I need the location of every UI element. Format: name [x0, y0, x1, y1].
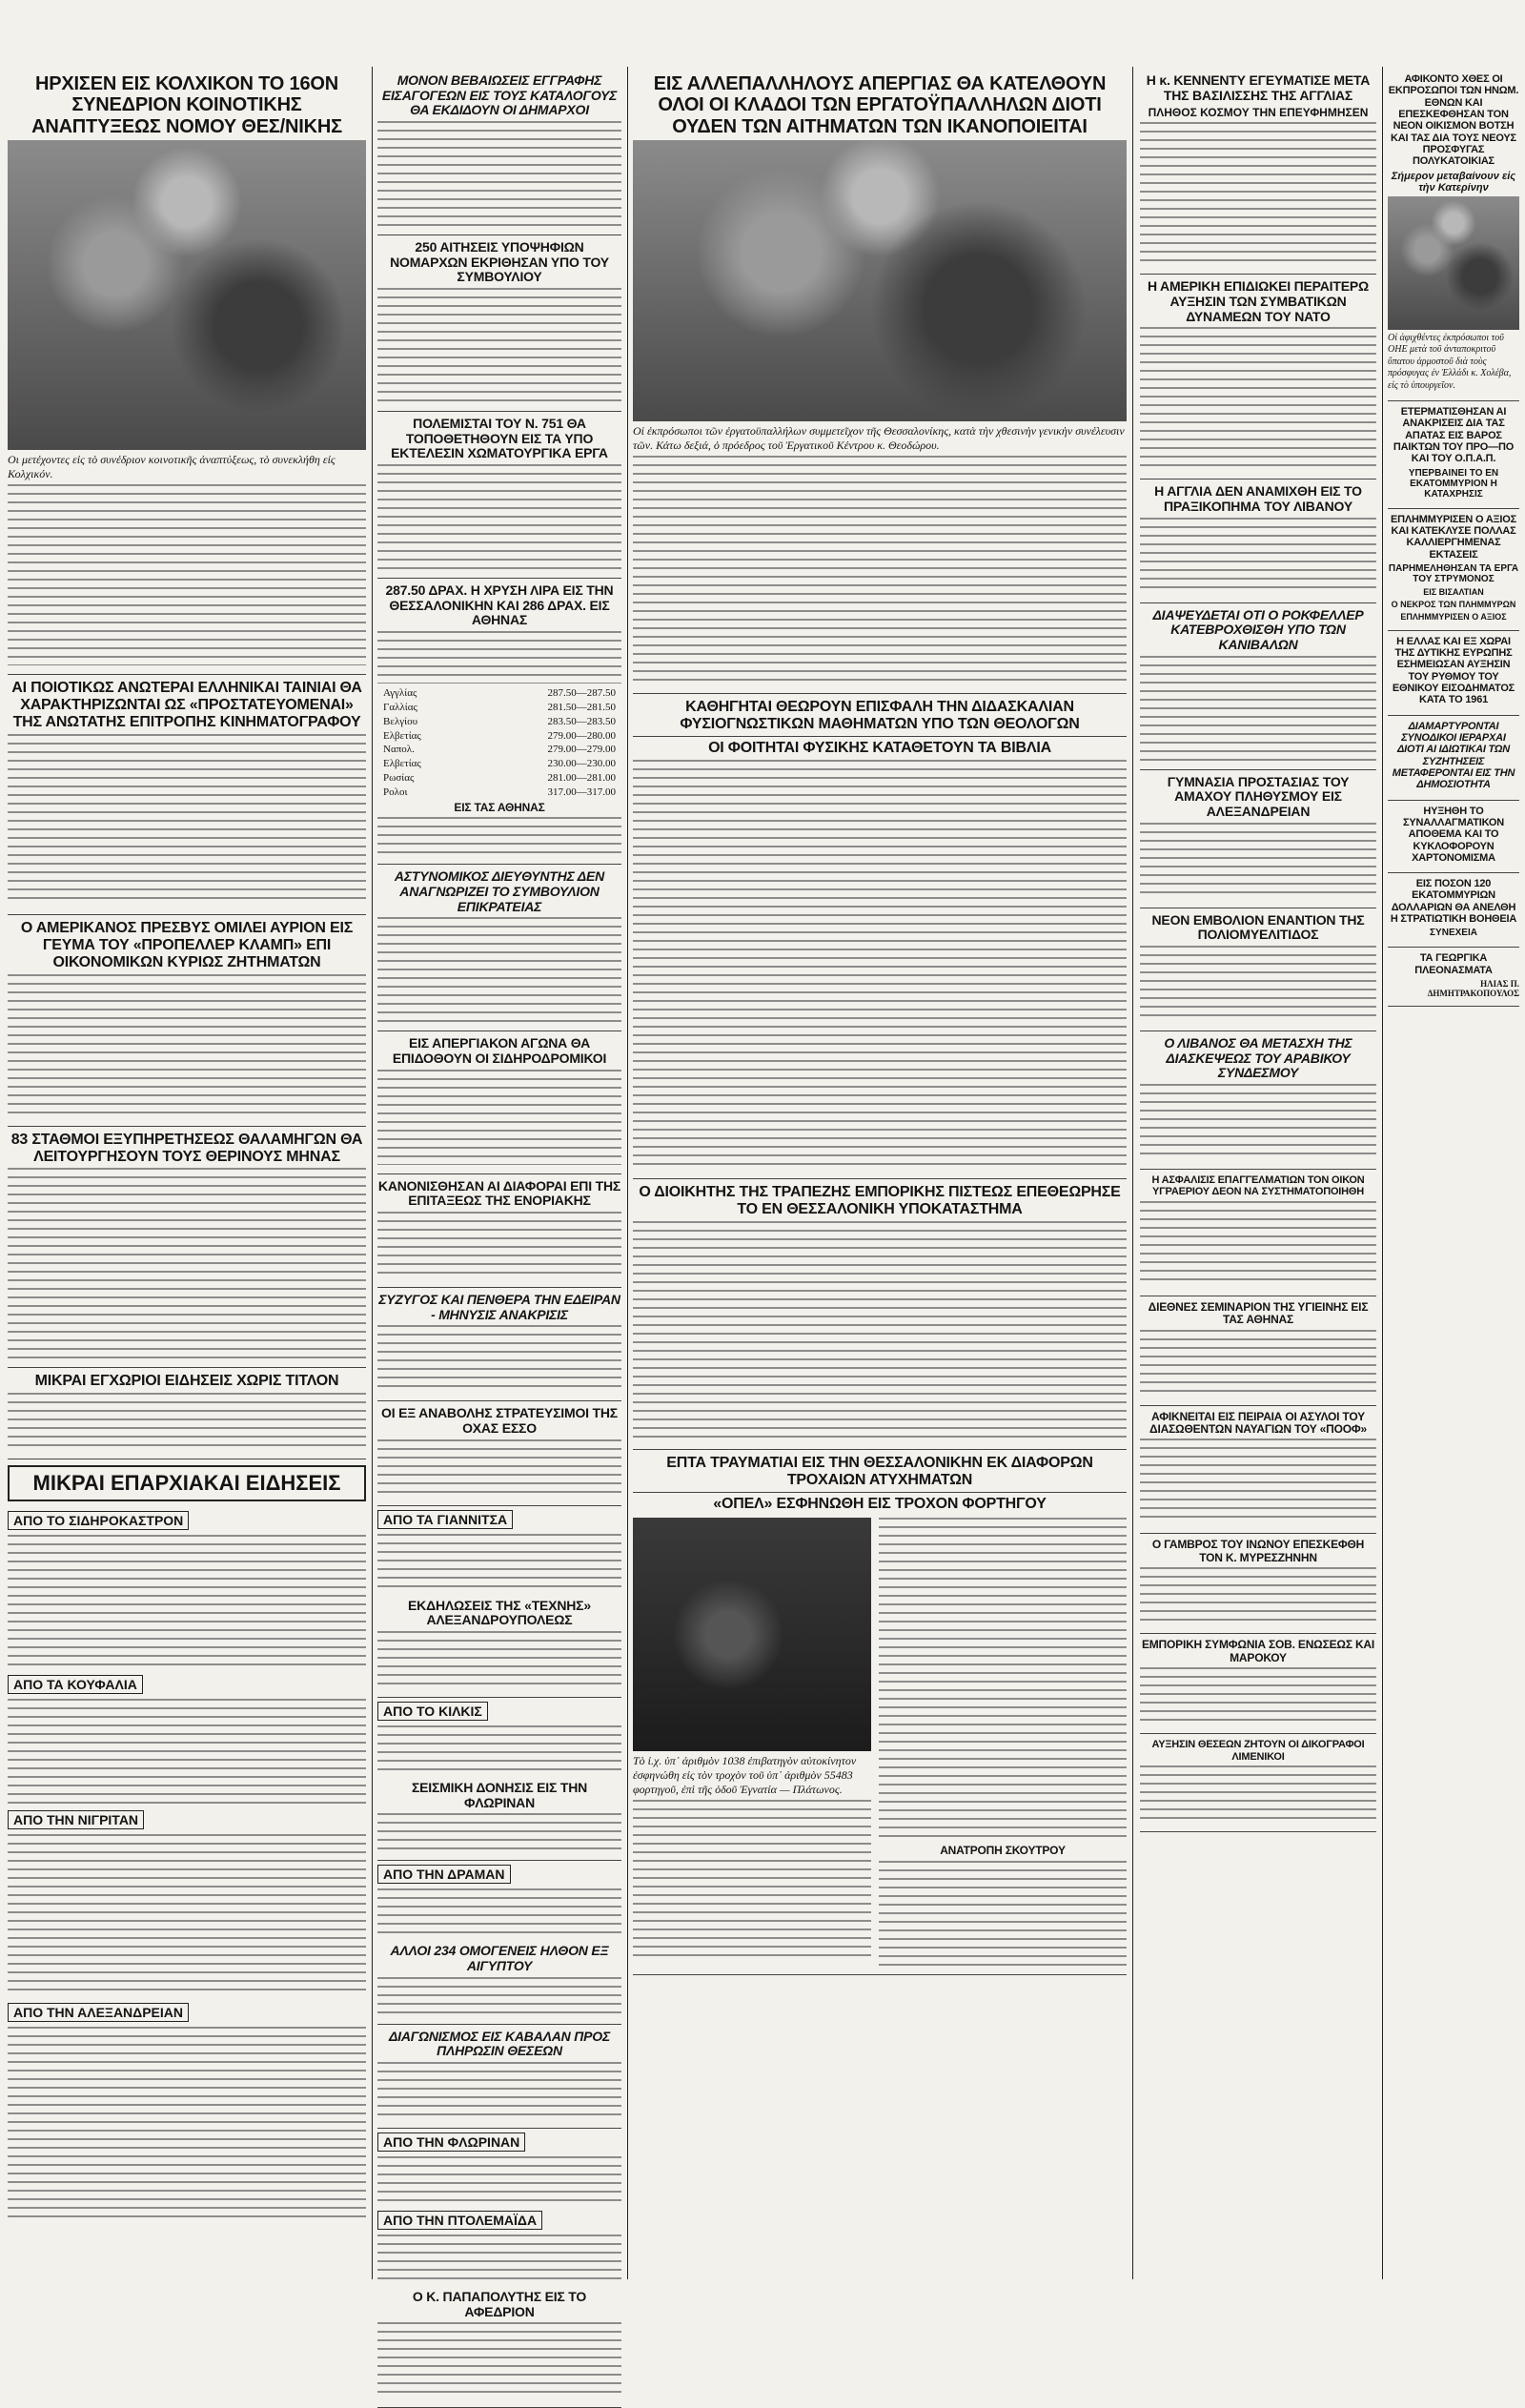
headline: ΑΥΞΗΣΙΝ ΘΕΣΕΩΝ ΖΗΤΟΥΝ ΟΙ ΔΙΚΟΓΡΑΦΟΙ ΛΙΜΕΝΙΚΟΙ: [1151, 1739, 1365, 1763]
headline: ΚΑΝΟΝΙΣΘΗΣΑΝ ΑΙ ΔΙΑΦΟΡΑΙ ΕΠΙ ΤΗΣ ΕΠΙΤΑΞΕΩΣ ΤΗΣ ΕΝΟΡΙΑΚΗΣ: [377, 1177, 621, 1209]
subhead: ΑΠΟ ΤΗΝ ΔΡΑΜΑΝ: [377, 1865, 511, 1884]
subhead: ΑΠΟ ΤΟ ΚΙΛΚΙΣ: [377, 1702, 488, 1721]
article-morocco: [1140, 1634, 1376, 1734]
headline: ΔΙΑΨΕΥΔΕΤΑΙ ΟΤΙ Ο ΡΟΚΦΕΛΛΕΡ ΚΑΤΕΒΡΟΧΘΙΣΘΗ ΥΠΟ ΤΩΝ ΚΑΝΙΒΑΛΩΝ: [1152, 606, 1364, 653]
headline: ΕΠΛΗΜΜΥΡΙΣΕΝ Ο ΑΞΙΟΣ ΚΑΙ ΚΑΤΕΚΛΥΣΕ ΠΟΛΛΑΣ ΚΑΛΛΙΕΡΓΗΜΕΝΑΣ ΕΚΤΑΣΕΙΣ: [1391, 513, 1516, 561]
rate-row: Ελβετίας 230.00—230.00: [383, 758, 616, 770]
rate-row: Ελβετίας 279.00—280.00: [383, 729, 616, 742]
article-rockefeller: [1140, 603, 1376, 770]
photo-caption: Οἱ ἐκπρόσωποι τῶν ἐργατοϋπαλλήλων συμμετεῖχον τῆς Θεσσαλονίκης, κατὰ τὴν χθεσινὴν γενικὴν συνέλευσιν τῶν. Κάτω δεξιά, ὁ πρόεδρος τοῦ Ἐργατικοῦ Κέντρου κ. Θεοδώρου.: [633, 424, 1125, 453]
article-military-aid: [1388, 873, 1519, 948]
article-civil-defense: [1140, 770, 1376, 908]
article-body: [1140, 1765, 1376, 1823]
headline: Ο ΔΙΟΙΚΗΤΗΣ ΤΗΣ ΤΡΑΠΕΖΗΣ ΕΜΠΟΡΙΚΗΣ ΠΙΣΤΕΩΣ ΕΠΕΘΕΩΡΗΣΕ ΤΟ ΕΝ ΘΕΣΣΑΛΟΝΙΚΗ ΥΠΟΚΑΤΑΣΤΗΜΑ: [639, 1183, 1121, 1217]
headline: ΑΙ ΠΟΙΟΤΙΚΩΣ ΑΝΩΤΕΡΑΙ ΕΛΛΗΝΙΚΑΙ ΤΑΙΝΙΑΙ ΘΑ ΧΑΡΑΚΤΗΡΙΖΩΝΤΑΙ ΩΣ «ΠΡΟΣΤΑΤΕΥΟΜΕΝΑΙ» ΤΗΣ ΑΝΩΤΑΤΗΣ ΕΠΙΤΡΟΠΗΣ ΚΙΝΗΜΑΤΟΓΡΑΦΟΥ: [11, 680, 362, 730]
article-body: [1140, 823, 1376, 899]
article-body: [1140, 1330, 1376, 1397]
article-axios-flood: [1388, 509, 1519, 631]
article-body: [879, 1518, 1127, 1842]
article-body: [377, 817, 621, 855]
article-body: [377, 1070, 621, 1165]
article-bank-governor: [633, 1179, 1127, 1450]
subhead: ΑΠΟ ΤΗΝ ΝΙΓΡΙΤΑΝ: [8, 1810, 144, 1829]
headline: ΓΥΜΝΑΣΙΑ ΠΡΟΣΤΑΣΙΑΣ ΤΟΥ ΑΜΑΧΟΥ ΠΛΗΘΥΣΜΟΥ ΕΙΣ ΑΛΕΞΑΝΔΡΕΙΑΝ: [1167, 773, 1350, 820]
article-strikes: [633, 69, 1127, 694]
rate-row: Γαλλίας 281.50—281.50: [383, 701, 616, 713]
rate-row: Αγγλίας 287.50—287.50: [383, 687, 616, 700]
article-body: [633, 456, 1127, 684]
headline: ΕΙΣ ΑΠΕΡΓΙΑΚΟΝ ΑΓΩΝΑ ΘΑ ΕΠΙΔΟΘΟΥΝ ΟΙ ΣΙΔΗΡΟΔΡΟΜΙΚΟΙ: [392, 1035, 607, 1066]
rate-row: Ναπολ. 279.00—279.00: [383, 744, 616, 756]
article-body: [377, 121, 621, 226]
article-theologians: [633, 694, 1127, 1179]
article-kavala-contest: [377, 2025, 621, 2129]
photo-congress-participants: [8, 140, 366, 450]
subhead: ΑΠΟ ΤΟ ΣΙΔΗΡΟΚΑΣΤΡΟΝ: [8, 1511, 189, 1530]
article-hierarchs-protest: [1388, 716, 1519, 801]
article-body: [377, 1977, 621, 2015]
article-body: [8, 1168, 366, 1358]
article-national-income: [1388, 631, 1519, 716]
article-arab-league: [1140, 1031, 1376, 1170]
article-body: [377, 1813, 621, 1851]
headline-deck: ΠΛΗΘΟΣ ΚΟΣΜΟΥ ΤΗΝ ΕΠΕΥΦΗΜΗΣΕΝ: [1148, 106, 1369, 120]
article-body: [1140, 1567, 1376, 1624]
headline-deck: ΟΙ ΦΟΙΤΗΤΑΙ ΦΥΣΙΚΗΣ ΚΑΤΑΘΕΤΟΥΝ ΤΑ ΒΙΒΛΙΑ: [633, 736, 1127, 757]
article-body: [377, 2322, 621, 2398]
article-body: [377, 1212, 621, 1278]
article-body: [1140, 518, 1376, 594]
article-agricultural-surplus: [1388, 948, 1519, 1007]
headline-deck: ΥΠΕΡΒΑΙΝΕΙ ΤΟ ΕΝ ΕΚΑΤΟΜΜΥΡΙΟΝ Η ΚΑΤΑΧΡΗΣΙΣ: [1408, 467, 1499, 500]
headline: ΑΣΤΥΝΟΜΙΚΟΣ ΔΙΕΥΘΥΝΤΗΣ ΔΕΝ ΑΝΑΓΝΩΡΙΖΕΙ ΤΟ ΣΥΜΒΟΥΛΙΟΝ ΕΠΙΚΡΑΤΕΙΑΣ: [394, 868, 605, 914]
article-kennedy: [1140, 69, 1376, 275]
subheading: ΕΙΣ ΤΑΣ ΑΘΗΝΑΣ: [454, 800, 545, 814]
gold-rates-table: [383, 686, 616, 800]
article-yacht-stations: [8, 1127, 366, 1369]
headline: Ο ΓΑΜΒΡΟΣ ΤΟΥ ΙΝΩΝΟΥ ΕΠΕΣΚΕΦΘΗ ΤΟΝ Κ. ΜΥΡΕΣΖΗΝΗΝ: [1151, 1538, 1365, 1564]
article-earthquake: [377, 1776, 621, 1861]
article-body: [8, 1393, 366, 1450]
headline: Η ΕΛΛΑΣ ΚΑΙ ΕΞ ΧΩΡΑΙ ΤΗΣ ΔΥΤΙΚΗΣ ΕΥΡΩΠΗΣ ΕΣΗΜΕΙΩΣΑΝ ΑΥΞΗΣΙΝ ΤΟΥ ΡΥΘΜΟΥ ΤΟΥ ΕΘΝΙΚΟΥ ΕΙΣΟΔΗΜΑΤΟΣ ΚΑΤΑ ΤΟ 1961: [1392, 635, 1515, 706]
article-body: [377, 1439, 621, 1497]
article-body: [8, 1535, 366, 1668]
article-greek-films: [8, 675, 366, 915]
article-body: [377, 288, 621, 402]
headline: ΑΦΙΚΟΝΤΟ ΧΘΕΣ ΟΙ ΕΚΠΡΟΣΩΠΟΙ ΤΩΝ ΗΝΩΜ. ΕΘΝΩΝ ΚΑΙ ΕΠΕΣΚΕΦΘΗΣΑΝ ΤΟΝ ΝΕΟΝ ΟΙΚΙΣΜΟΝ ΒΟΤΣΗ ΚΑΙ ΤΑΣ ΔΙΑ ΤΟΥΣ ΝΕΟΥΣ ΠΡΟΣΦΥΓΑΣ ΠΟΛΥΚΑΤΟΙΚΙΑΣ: [1388, 73, 1519, 168]
subheading: ΑΝΑΤΡΟΠΗ ΣΚΟΥΤΡΟΥ: [940, 1844, 1066, 1858]
article-body: [1140, 122, 1376, 265]
headline: Η ΑΣΦΑΛΙΣΙΣ ΕΠΑΓΓΕΛΜΑΤΙΩΝ ΤΟΝ ΟΙΚΟΝ ΥΓΡΑΕΡΙΟΥ ΔΕΟΝ ΝΑ ΣΥΣΤΗΜΑΤΟΠΟΙΗΘΗ: [1151, 1174, 1365, 1198]
headline: Η κ. ΚΕΝΝΕΝΤΥ ΕΓΕΥΜΑΤΙΣΕ ΜΕΤΑ ΤΗΣ ΒΑΣΙΛΙΣΣΗΣ ΤΗΣ ΑΓΓΛΙΑΣ: [1146, 72, 1371, 103]
article-body: [377, 1888, 621, 1936]
article-body: [377, 464, 621, 569]
headline: ΑΦΙΚΝΕΙΤΑΙ ΕΙΣ ΠΕΙΡΑΙΑ ΟΙ ΑΣΥΛΟΙ ΤΟΥ ΔΙΑΣΩΘΕΝΤΩΝ ΝΑΥΑΓΙΩΝ ΤΟΥ «ΠΟΟΦ»: [1149, 1409, 1367, 1437]
headline: Η ΑΓΓΛΙΑ ΔΕΝ ΑΝΑΜΙΧΘΗ ΕΙΣ ΤΟ ΠΡΑΞΙΚΟΠΗΜΑ ΤΟΥ ΛΙΒΑΝΟΥ: [1154, 483, 1362, 515]
headline: ΠΟΛΕΜΙΣΤΑΙ ΤΟΥ Ν. 751 ΘΑ ΤΟΠΟΘΕΤΗΘΟΥΝ ΕΙΣ ΤΑ ΥΠΟ ΕΚΤΕΛΕΣΙΝ ΧΩΜΑΤΟΥΡΓΙΚΑ ΕΡΓΑ: [391, 416, 608, 461]
photo-block: [633, 1515, 871, 1968]
article-body: [377, 1631, 621, 1688]
article-body: [8, 734, 366, 906]
article-gold-sovereign: [377, 579, 621, 865]
headline: ΕΜΠΟΡΙΚΗ ΣΥΜΦΩΝΙΑ ΣΟΒ. ΕΝΩΣΕΩΣ ΚΑΙ ΜΑΡΟΚΟΥ: [1141, 1638, 1375, 1664]
subhead: ΑΠΟ ΤΗΝ ΑΛΕΞΑΝΔΡΕΙΑΝ: [8, 2003, 189, 2022]
article-body: [377, 2156, 621, 2204]
photo-un-representatives: [1388, 196, 1519, 330]
article-body: [633, 760, 1127, 1170]
headline: Ο ΑΜΕΡΙΚΑΝΟΣ ΠΡΕΣΒΥΣ ΟΜΙΛΕΙ ΑΥΡΙΟΝ ΕΙΣ ΓΕΥΜΑ ΤΟΥ «ΠΡΟΠΕΛΛΕΡ ΚΛΑΜΠ» ΕΠΙ ΟΙΚΟΝΟΜΙΚΩΝ ΚΥΡΙΩΣ ΖΗΤΗΜΑΤΩΝ: [20, 919, 354, 970]
headline-deck: ΠΑΡΗΜΕΛΗΘΗΣΑΝ ΤΑ ΕΡΓΑ ΤΟΥ ΣΤΡΥΜΟΝΟΣ: [1388, 562, 1519, 584]
article-body: [1140, 1084, 1376, 1160]
subheading: Ο ΝΕΚΡΟΣ ΤΩΝ ΠΛΗΜΜΥΡΩΝ: [1391, 599, 1516, 609]
headline: ΑΛΛΟΙ 234 ΟΜΟΓΕΝΕΙΣ ΗΛΘΟΝ ΕΞ ΑΙΓΥΠΤΟΥ: [390, 1943, 609, 1973]
headline: ΟΙ ΕΞ ΑΝΑΒΟΛΗΣ ΣΤΡΑΤΕΥΣΙΜΟΙ ΤΗΣ ΟΧΑΣ ΕΣΣΟ: [381, 1405, 618, 1436]
article-inonu: [1140, 1534, 1376, 1634]
article-body: [377, 917, 621, 1022]
article-body: [1140, 946, 1376, 1022]
headline: ΜΙΚΡΑΙ ΕΓΧΩΡΙΟΙ ΕΙΔΗΣΕΙΣ ΧΩΡΙΣ ΤΙΤΛΟΝ: [34, 1373, 339, 1390]
rate-row: Ρωσίας 281.00—281.00: [383, 772, 616, 785]
headline: ΕΤΕΡΜΑΤΙΣΘΗΣΑΝ ΑΙ ΑΝΑΚΡΙΣΕΙΣ ΔΙΑ ΤΑΣ ΑΠΑΤΑΣ ΕΙΣ ΒΑΡΟΣ ΠΑΙΚΤΩΝ ΤΟΥ ΠΡΟ—ΠΟ ΚΑΙ ΤΟΥ Ο.Π.Α.Π.: [1393, 406, 1515, 465]
article-body: [8, 1834, 366, 1996]
article-requisition: [377, 1174, 621, 1288]
subheading: ΕΙΣ ΒΙΣΑΛΤΙΑΝ: [1423, 586, 1484, 597]
section-provincial-news: ΜΙΚΡΑΙ ΕΠΑΡΧΙΑΚΑΙ ΕΙΔΗΣΕΙΣ: [8, 1465, 366, 1501]
column-center: [633, 69, 1127, 2279]
headline: ΤΑ ΓΕΩΡΓΙΚΑ ΠΛΕΟΝΑΣΜΑΤΑ: [1414, 952, 1493, 976]
headline: ΗΡΧΙΣΕΝ ΕΙΣ ΚΟΛΧΙΚΟΝ ΤΟ 16ΟΝ ΣΥΝΕΔΡΙΟΝ ΚΟΙΝΟΤΙΚΗΣ ΑΝΑΠΤΥΞΕΩΣ ΝΟΜΟΥ ΘΕΣ/ΝΙΚΗΣ: [31, 73, 342, 137]
column-6: [1388, 69, 1519, 2279]
headline-deck: Σήμερον μεταβαίνουν εἰς τὴν Κατερίνην: [1391, 170, 1516, 194]
article-techni: [377, 1594, 621, 1698]
article-body: [377, 2062, 621, 2119]
headline: 250 ΑΙΤΗΣΕΙΣ ΥΠΟΨΗΦΙΩΝ ΝΟΜΑΡΧΩΝ ΕΚΡΙΘΗΣΑΝ ΥΠΟ ΤΟΥ ΣΥΜΒΟΥΛΙΟΥ: [390, 239, 609, 285]
article-traffic-accidents: [633, 1450, 1127, 1975]
headline-deck: «ΟΠΕΛ» ΕΣΦΗΝΩΘΗ ΕΙΣ ΤΡΟΧΟΝ ΦΟΡΤΗΓΟΥ: [633, 1492, 1127, 1513]
article-body: [879, 1861, 1127, 1966]
column-rule: [1382, 67, 1383, 2279]
article-body: [377, 631, 621, 684]
column-rule: [627, 67, 628, 2279]
article-body: [1140, 1201, 1376, 1287]
article-body: [1140, 327, 1376, 470]
article-body: [1140, 1667, 1376, 1724]
article-body: [377, 2235, 621, 2282]
subheading: ΣΥΝΕΧΕΙΑ: [1430, 928, 1477, 939]
article-polio-vaccine: [1140, 908, 1376, 1031]
article-railway-strike: [377, 1031, 621, 1173]
article-small-domestic-news: [8, 1368, 366, 1459]
headline: ΣΕΙΣΜΙΚΗ ΔΟΝΗΣΙΣ ΕΙΣ ΤΗΝ ΦΛΩΡΙΝΑΝ: [411, 1779, 588, 1810]
article-importers-catalog: [377, 69, 621, 235]
headline: ΝΕΟΝ ΕΜΒΟΛΙΟΝ ΕΝΑΝΤΙΟΝ ΤΗΣ ΠΟΛΙΟΜΥΕΛΙΤΙΔΟΣ: [1151, 911, 1365, 943]
photo-caption: Οι μετέχοντες εἰς τὸ συνέδριον κοινοτικῆς ἀναπτύξεως, τὸ συνεκλήθη εἰς Κολχικόν.: [8, 453, 336, 481]
article-nato: [1140, 275, 1376, 480]
column-rule: [1132, 67, 1133, 2279]
headline: Ο ΛΙΒΑΝΟΣ ΘΑ ΜΕΤΑΣΧΗ ΤΗΣ ΔΙΑΣΚΕΨΕΩΣ ΤΟΥ ΑΡΑΒΙΚΟΥ ΣΥΝΔΕΣΜΟΥ: [1164, 1035, 1352, 1081]
article-body: [8, 974, 366, 1117]
photo-caption: Οἱ ἀφιχθέντες ἐκπρόσωποι τοῦ ΟΗΕ μετὰ τοῦ ἀνταποκριτοῦ ὕπατου ἁρμοστοῦ διὰ τοὺς πρόσφυγας ἐν Ἑλλάδι κ. Χολέβα, εἰς τὸ ὑπουργεῖον.: [1388, 332, 1512, 391]
rate-row: Βελγίου 283.50—283.50: [383, 715, 616, 727]
headline: ΔΙΑΓΩΝΙΣΜΟΣ ΕΙΣ ΚΑΒΑΛΑΝ ΠΡΟΣ ΠΛΗΡΩΣΙΝ ΘΕΣΕΩΝ: [388, 2028, 611, 2059]
headline: 287.50 ΔΡΑΧ. Η ΧΡΥΣΗ ΛΙΡΑ ΕΙΣ ΤΗΝ ΘΕΣΣΑΛΟΝΙΚΗΝ ΚΑΙ 286 ΔΡΑΧ. ΕΙΣ ΑΘΗΝΑΣ: [385, 582, 614, 628]
article-un-representatives: [1388, 69, 1519, 401]
text-block: [879, 1515, 1127, 1968]
article-american-ambassador: [8, 915, 366, 1127]
headline: ΕΚΔΗΛΩΣΕΙΣ ΤΗΣ «ΤΕΧΝΗΣ» ΑΛΕΞΑΝΔΡΟΥΠΟΛΕΩΣ: [408, 1597, 591, 1628]
subheading: ΕΠΛΗΜΜΥΡΙΣΕΝ Ο ΑΞΙΟΣ: [1400, 611, 1507, 622]
article-body: [377, 1725, 621, 1773]
article-veterans: [377, 412, 621, 579]
article-court-clerks: [1140, 1734, 1376, 1832]
subhead: ΑΠΟ ΤΑ ΚΟΥΦΑΛΙΑ: [8, 1675, 143, 1694]
subhead: ΑΠΟ ΤΗΝ ΠΤΟΛΕΜΑΪΔΑ: [377, 2211, 542, 2230]
article-prefect-candidates: [377, 235, 621, 412]
article-body: [377, 1534, 621, 1591]
rate-row: Ρολοι 317.00—317.00: [383, 786, 616, 798]
headline: ΜΟΝΟΝ ΒΕΒΑΙΩΣΕΙΣ ΕΓΓΡΑΦΗΣ ΕΙΣΑΓΟΓΕΩΝ ΕΙΣ ΤΟΥΣ ΚΑΤΑΛΟΓΟΥΣ ΘΑ ΕΚΔΙΔΟΥΝ ΟΙ ΔΗΜΑΡΧΟΙ: [381, 72, 618, 118]
article-kolchikon-congress: [8, 69, 366, 675]
article-mother-in-law: [377, 1288, 621, 1401]
headline: 83 ΣΤΑΘΜΟΙ ΕΞΥΠΗΡΕΤΗΣΕΩΣ ΘΑΛΑΜΗΓΩΝ ΘΑ ΛΕΙΤΟΥΡΓΗΣΟΥΝ ΤΟΥΣ ΘΕΡΙΝΟΥΣ ΜΗΝΑΣ: [10, 1131, 363, 1165]
article-body: [8, 484, 366, 665]
headline: Η ΑΜΕΡΙΚΗ ΕΠΙΔΙΩΚΕΙ ΠΕΡΑΙΤΕΡΩ ΑΥΞΗΣΙΝ ΤΩΝ ΣΥΜΒΑΤΙΚΩΝ ΔΥΝΑΜΕΩΝ ΤΟΥ ΝΑΤΟ: [1147, 278, 1370, 324]
byline: ΗΛΙΑΣ Π. ΔΗΜΗΤΡΑΚΟΠΟΥΛΟΣ: [1427, 979, 1519, 998]
headline: Ο Κ. ΠΑΠΑΠΟΛΥΤΗΣ ΕΙΣ ΤΟ ΑΦΕΔΡΙΟΝ: [412, 2289, 587, 2319]
article-lebanon-coup: [1140, 480, 1376, 602]
article-hygiene-seminar: [1140, 1296, 1376, 1406]
headline: ΔΙΕΘΝΕΣ ΣΕΜΙΝΑΡΙΟΝ ΤΗΣ ΥΓΙΕΙΝΗΣ ΕΙΣ ΤΑΣ ΑΘΗΝΑΣ: [1148, 1299, 1369, 1327]
article-body: [1140, 656, 1376, 761]
article-foreign-exchange: [1388, 801, 1519, 874]
article-body: [1140, 1439, 1376, 1524]
headline: ΣΥΖΥΓΟΣ ΚΑΙ ΠΕΝΘΕΡΑ ΤΗΝ ΕΔΕΙΡΑΝ - ΜΗΝΥΣΙΣ ΑΝΑΚΡΙΣΙΣ: [378, 1291, 620, 1322]
article-expatriates: [377, 1939, 621, 2024]
headline: ΕΠΤΑ ΤΡΑΥΜΑΤΙΑΙ ΕΙΣ ΤΗΝ ΘΕΣΣΑΛΟΝΙΚΗΝ ΕΚ ΔΙΑΦΟΡΩΝ ΤΡΟΧΑΙΩΝ ΑΤΥΧΗΜΑΤΩΝ: [666, 1454, 1093, 1488]
article-shipwreck: [1140, 1406, 1376, 1535]
subhead: ΑΠΟ ΤΗΝ ΦΛΩΡΙΝΑΝ: [377, 2133, 525, 2152]
headline: ΔΙΑΜΑΡΤΥΡΟΝΤΑΙ ΣΥΝΟΔΙΚΟΙ ΙΕΡΑΡΧΑΙ ΔΙΟΤΙ ΑΙ ΙΔΙΩΤΙΚΑΙ ΤΩΝ ΣΥΖΗΤΗΣΕΙΣ ΜΕΤΑΦΕΡΟΝΤΑΙ ΕΙΣ ΤΗΝ ΔΗΜΟΣΙΟΤΗΤΑ: [1392, 720, 1515, 791]
column-5: [1140, 69, 1376, 2279]
headline: ΕΙΣ ΑΛΛΕΠΑΛΛΗΛΟΥΣ ΑΠΕΡΓΙΑΣ ΘΑ ΚΑΤΕΛΘΟΥΝ ΟΛΟΙ ΟΙ ΚΛΑΔΟΙ ΤΩΝ ΕΡΓΑΤΟΫΠΑΛΛΗΛΩΝ ΔΙΟΤΙ ΟΥΔΕΝ ΤΩΝ ΑΙΤΗΜΑΤΩΝ ΤΩΝ ΙΚΑΝΟΠΟΙΕΙΤΑΙ: [653, 73, 1107, 137]
headline: ΕΙΣ ΠΟΣΟΝ 120 ΕΚΑΤΟΜΜΥΡΙΩΝ ΔΟΛΛΑΡΙΩΝ ΘΑ ΑΝΕΛΘΗ Η ΣΤΡΑΤΙΩΤΙΚΗ ΒΟΗΘΕΙΑ: [1390, 878, 1517, 926]
article-body: [633, 1800, 871, 1962]
article-conscripts: [377, 1401, 621, 1505]
photo-workers-meeting: [633, 140, 1127, 421]
column-1: [8, 69, 366, 2279]
article-body: [8, 2027, 366, 2217]
headline: ΚΑΘΗΓΗΤΑΙ ΘΕΩΡΟΥΝ ΕΠΙΣΦΑΛΗ ΤΗΝ ΔΙΔΑΣΚΑΛΙΑΝ ΦΥΣΙΟΓΝΩΣΤΙΚΩΝ ΜΑΘΗΜΑΤΩΝ ΥΠΟ ΤΩΝ ΘΕΟΛΟΓΩΝ: [680, 699, 1080, 733]
accident-layout: [633, 1515, 1127, 1968]
column-rule: [372, 67, 373, 2279]
photo-caption: Τὸ ἰ.χ. ὑπ᾽ ἀριθμὸν 1038 ἐπιβατηγὸν αὐτοκίνητον ἐσφηνώθη εἰς τὸν τροχὸν τοῦ ὑπ᾽ ἀριθμὸν 55483 φορτηγοῦ, ἐπὶ τῆς ὁδοῦ Ἐγνατία — Πλάτωνος.: [633, 1754, 857, 1797]
article-papapolytis: [377, 2285, 621, 2408]
article-body: [377, 1325, 621, 1392]
article-body: [8, 1699, 366, 1804]
article-propo-fraud: [1388, 401, 1519, 509]
article-police-director: [377, 865, 621, 1031]
article-body: [633, 1221, 1127, 1440]
subhead: ΑΠΟ ΤΑ ΓΙΑΝΝΙΤΣΑ: [377, 1510, 513, 1529]
article-insurance: [1140, 1170, 1376, 1296]
headline: ΗΥΞΗΘΗ ΤΟ ΣΥΝΑΛΛΑΓΜΑΤΙΚΟΝ ΑΠΟΘΕΜΑ ΚΑΙ ΤΟ ΚΥΚΛΟΦΟΡΟΥΝ ΧΑΡΤΟΝΟΜΙΣΜΑ: [1403, 805, 1504, 864]
column-2: [377, 69, 621, 2319]
photo-crashed-car: [633, 1518, 871, 1751]
